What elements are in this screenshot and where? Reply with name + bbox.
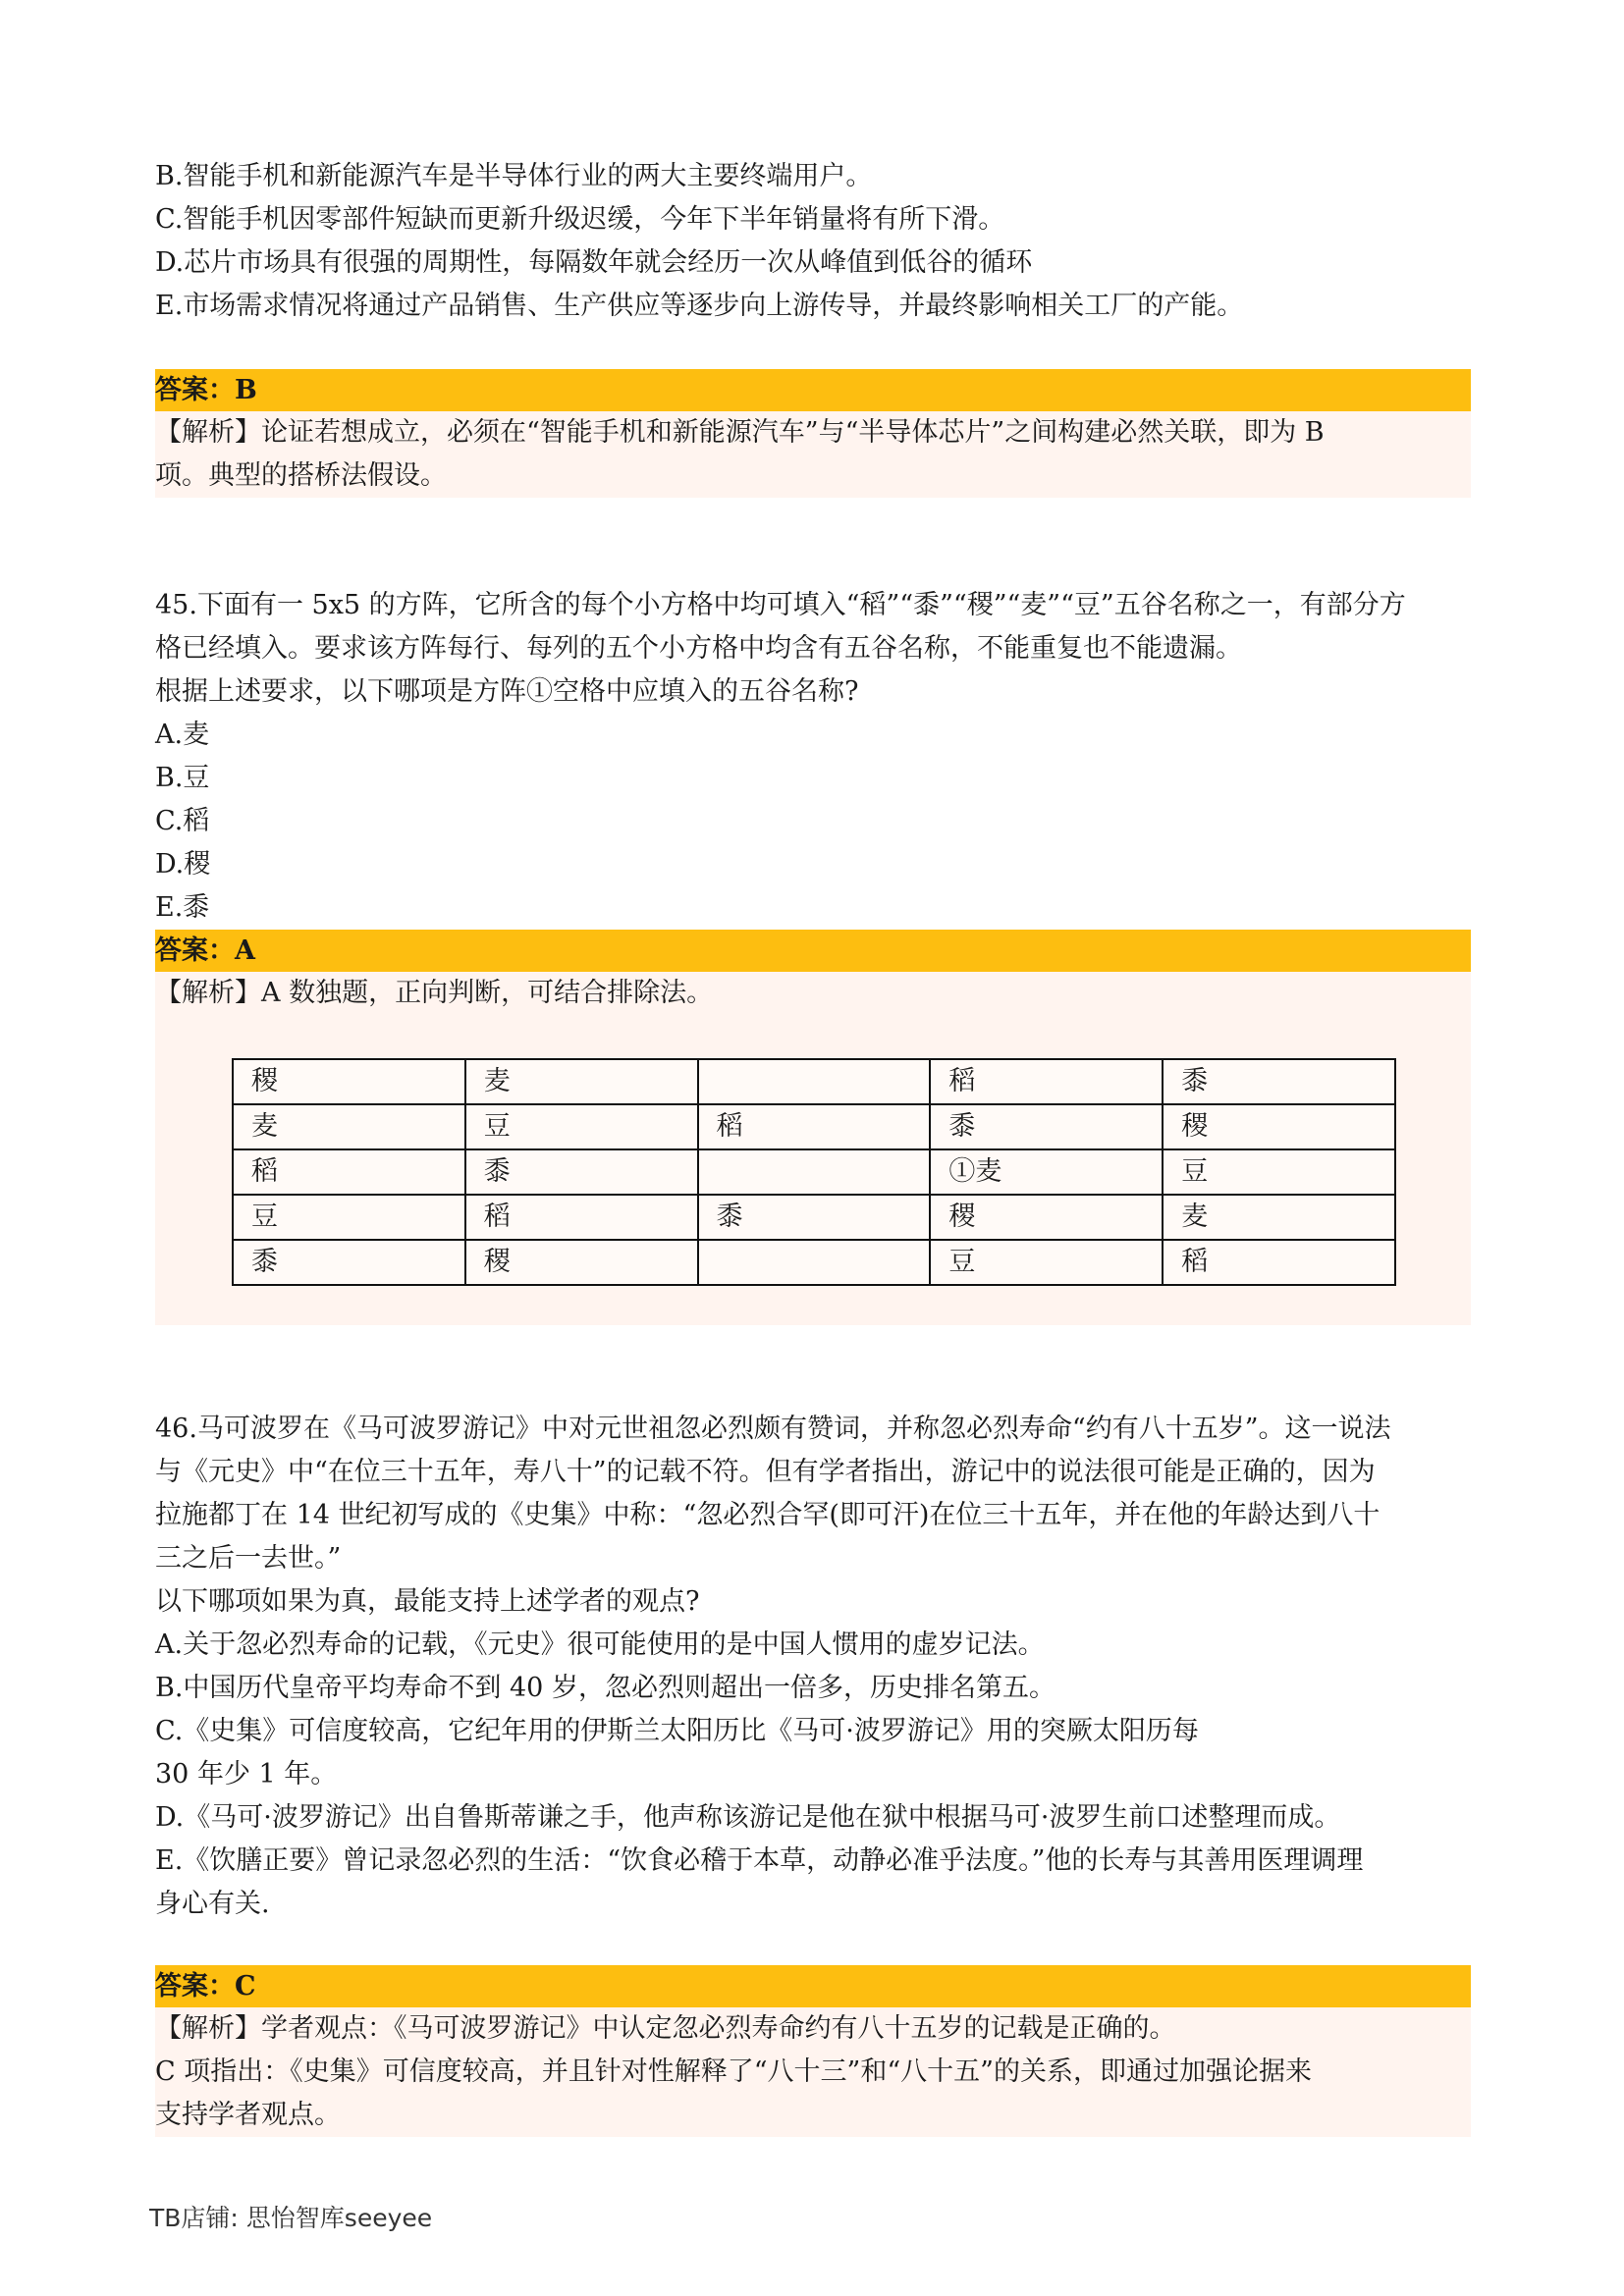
q44-analysis [155,411,1471,498]
q44-analysis-line: 项。典型的搭桥法假设。 [155,460,447,491]
q44-option-e: E.市场需求情况将通过产品销售、生产供应等逐步向上游传导，并最终影响相关工厂的产能。 [155,291,1244,321]
q46-analysis-line: C 项指出：《史集》可信度较高，并且针对性解释了“八十三”和“八十五”的关系，即通过加强论据来 [155,2056,1312,2087]
q46-option-e: 身心有关. [155,1889,270,1919]
q46-answer: 答案：C [155,1965,1471,2007]
grid-cell: 稷 [465,1240,698,1285]
q46-question: 以下哪项如果为真，最能支持上述学者的观点? [155,1586,700,1617]
q45-option-a: A.麦 [155,720,210,750]
grid-cell: 麦 [233,1104,465,1149]
q46-option-c: 30 年少 1 年。 [155,1759,338,1789]
q46-analysis-line: 【解析】学者观点：《马可波罗游记》中认定忽必烈寿命约有八十五岁的记载是正确的。 [155,2013,1176,2044]
grid-cell: 麦 [1163,1195,1395,1240]
q46-stem: 46.马可波罗在《马可波罗游记》中对元世祖忽必烈颇有赞词，并称忽必烈寿命“约有八十五岁”。这一说法 [155,1414,1391,1444]
q46-stem: 三之后一去世。” [155,1543,342,1574]
grid-cell: 稻 [233,1149,465,1195]
grid-cell: 豆 [465,1104,698,1149]
grid-cell [698,1149,931,1195]
grid-cell [698,1059,931,1104]
q45-option-d: D.稷 [155,849,211,880]
grid-cell: 麦 [465,1059,698,1104]
q45-stem: 45.下面有一 5x5 的方阵，它所含的每个小方格中均可填入“稻”“黍”“稷”“麦”“豆”五谷名称之一，有部分方 [155,590,1406,620]
grid-cell: 黍 [233,1240,465,1285]
grid-cell: 黍 [698,1195,931,1240]
grid-row [233,1240,1395,1285]
q45-stem: 格已经填入。要求该方阵每行、每列的五个小方格中均含有五谷名称，不能重复也不能遗漏。 [155,633,1242,664]
q45-option-e: E.黍 [155,892,210,923]
grid-cell: 黍 [1163,1059,1395,1104]
grid-cell: 稷 [1163,1104,1395,1149]
grid-row [233,1104,1395,1149]
grid-cell: 稻 [465,1195,698,1240]
q46-stem: 拉施都丁在 14 世纪初写成的《史集》中称：“忽必烈合罕(即可汗)在位三十五年，并在他的年龄达到八十 [155,1500,1380,1530]
grid-cell: 稻 [1163,1240,1395,1285]
q44-option-b: B.智能手机和新能源汽车是半导体行业的两大主要终端用户。 [155,161,873,191]
grid-cell: 稻 [698,1104,931,1149]
grid-row [233,1149,1395,1195]
q46-option-d: D.《马可·波罗游记》出自鲁斯蒂谦之手，他声称该游记是他在狱中根据马可·波罗生前口述整理而成。 [155,1802,1341,1833]
grid-row [233,1195,1395,1240]
q46-analysis-line: 支持学者观点。 [155,2100,341,2130]
grid-row [233,1059,1395,1104]
q46-option-a: A.关于忽必烈寿命的记载，《元史》很可能使用的是中国人惯用的虚岁记法。 [155,1629,1045,1660]
q44-option-d: D.芯片市场具有很强的周期性，每隔数年就会经历一次从峰值到低谷的循环 [155,247,1033,278]
q44-answer: 答案：B [155,369,1471,411]
q45-option-c: C.稻 [155,806,210,836]
q45-answer: 答案：A [155,930,1471,972]
grid-cell: 豆 [930,1240,1163,1285]
grid-cell [698,1240,931,1285]
q45-question: 根据上述要求，以下哪项是方阵①空格中应填入的五谷名称? [155,676,859,707]
q46-analysis [155,2007,1471,2137]
grid-cell: 稷 [233,1059,465,1104]
grid-cell: 黍 [930,1104,1163,1149]
grid-cell: ①麦 [930,1149,1163,1195]
q45-option-b: B.豆 [155,763,210,793]
grid-cell: 豆 [233,1195,465,1240]
q46-option-e: E.《饮膳正要》曾记录忽必烈的生活：“饮食必稽于本草，动静必准乎法度。”他的长寿与其善用医理调理 [155,1845,1364,1876]
q45-analysis-line: 【解析】A 数独题，正向判断，可结合排除法。 [155,978,714,1008]
q46-option-c: C.《史集》可信度较高，它纪年用的伊斯兰太阳历比《马可·波罗游记》用的突厥太阳历每 [155,1716,1199,1746]
sudoku-grid [232,1058,1396,1286]
grid-cell: 黍 [465,1149,698,1195]
footer-shop-label: TB店铺: 思怡智库seeyee [149,2204,433,2232]
q44-analysis-line: 【解析】论证若想成立，必须在“智能手机和新能源汽车”与“半导体芯片”之间构建必然关联，即为 B [155,417,1325,448]
q46-option-b: B.中国历代皇帝平均寿命不到 40 岁，忽必烈则超出一倍多，历史排名第五。 [155,1673,1056,1703]
grid-cell: 豆 [1163,1149,1395,1195]
grid-cell: 稷 [930,1195,1163,1240]
q46-stem: 与《元史》中“在位三十五年，寿八十”的记载不符。但有学者指出，游记中的说法很可能是正确的，因为 [155,1457,1376,1487]
page-content [155,0,1471,2137]
q45-analysis [155,972,1471,1325]
q44-option-c: C.智能手机因零部件短缺而更新升级迟缓，今年下半年销量将有所下滑。 [155,204,1005,235]
grid-cell: 稻 [930,1059,1163,1104]
